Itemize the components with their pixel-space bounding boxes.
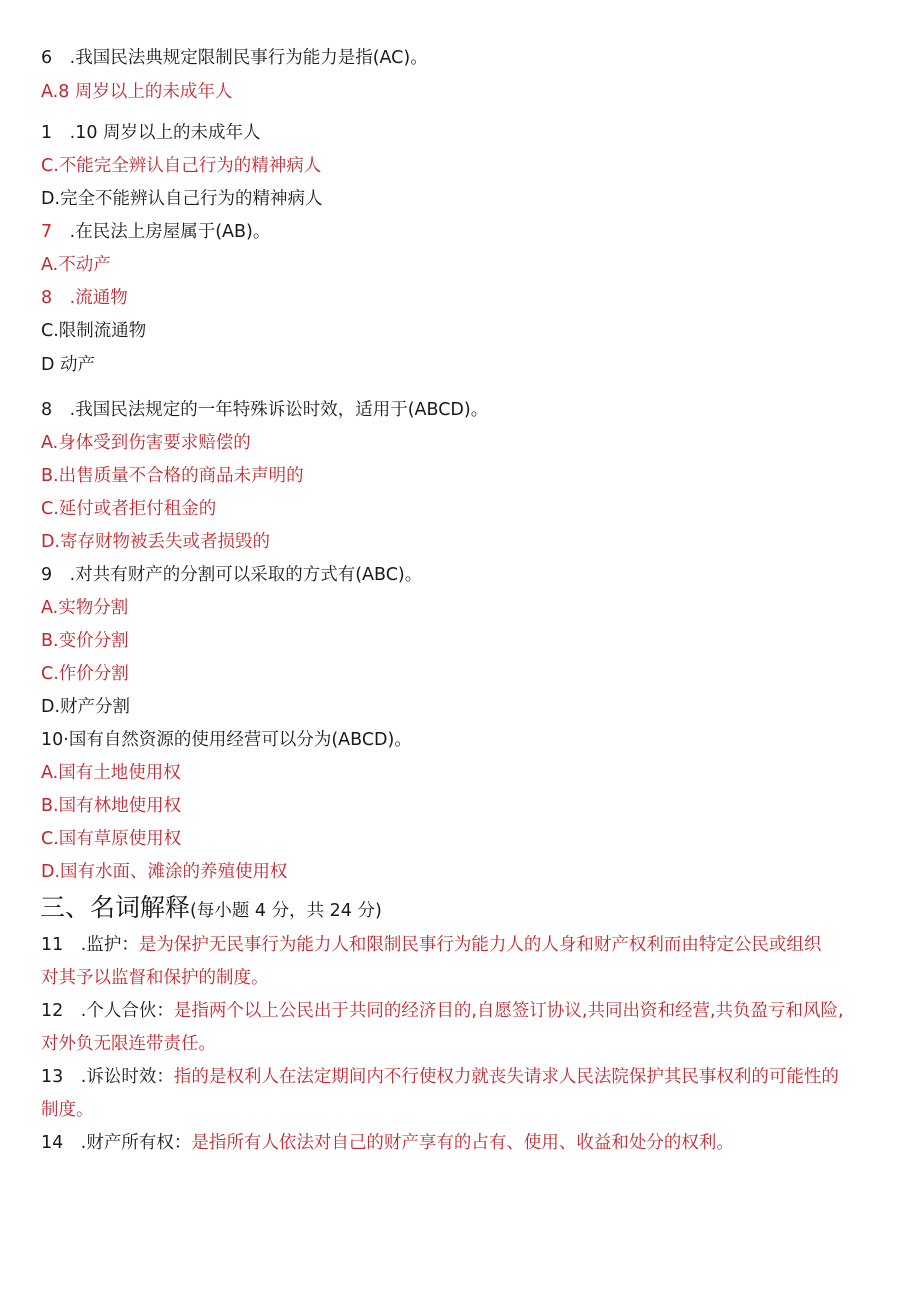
section-3-title: 三、名词解释: [40, 893, 191, 922]
question-6-stem: 6 .我国民法典规定限制民事行为能力是指(AC)。: [41, 48, 428, 68]
question-7-option-c: C.限制流通物: [41, 321, 147, 341]
question-7-text: .在民法上房屋属于(AB)。: [52, 222, 271, 242]
question-10-option-a: A.国有土地使用权: [41, 763, 181, 783]
question-10-stem: 10·国有自然资源的使用经营可以分为(ABCD)。: [41, 730, 412, 750]
term-11-definition-cont: 对其予以监督和保护的制度。: [41, 968, 269, 988]
section-3-heading: [40, 892, 382, 927]
question-8-option-d: D.寄存财物被丢失或者损毁的: [41, 532, 271, 552]
term-14-definition: 是指所有人依法对自己的财产享有的占有、使用、收益和处分的权利。: [191, 1133, 734, 1153]
question-6-option-c: C.不能完全辨认自己行为的精神病人: [41, 156, 322, 176]
term-11-definition: 是为保护无民事行为能力人和限制民事行为能力人的人身和财产权利而由特定公民或组织: [138, 935, 822, 955]
question-7-option-b: 8 .流通物: [41, 288, 128, 308]
question-9-option-d: D.财产分割: [41, 697, 131, 717]
question-8-option-c: C.延付或者拒付租金的: [41, 499, 217, 519]
section-3-note: (每小题 4 分，共 24 分): [190, 901, 382, 921]
term-13-label: 13 .诉讼时效：: [41, 1067, 174, 1087]
term-11: [41, 933, 821, 957]
question-8-stem: 8 .我国民法规定的一年特殊诉讼时效，适用于(ABCD)。: [41, 400, 489, 420]
term-12-definition-cont: 对外负无限连带责任。: [41, 1034, 216, 1054]
question-6-option-d: D.完全不能辨认自己行为的精神病人: [41, 189, 323, 209]
question-6-option-b: 1 .10 周岁以上的未成年人: [41, 123, 261, 143]
question-7-option-a: A.不动产: [41, 255, 111, 275]
question-7-option-d: D 动产: [41, 355, 96, 375]
question-9-option-b: B.变价分割: [41, 631, 129, 651]
question-10-option-b: B.国有林地使用权: [41, 796, 182, 816]
question-7-number: 7: [41, 222, 53, 242]
question-8-option-a: A.身体受到伤害要求赔偿的: [41, 433, 251, 453]
term-13: [41, 1065, 839, 1089]
term-14: [41, 1131, 734, 1155]
question-9-option-c: C.作价分割: [41, 664, 129, 684]
term-14-label: 14 .财产所有权：: [41, 1133, 192, 1153]
question-7-stem: [41, 220, 270, 244]
question-9-option-a: A.实物分割: [41, 598, 129, 618]
question-9-stem: 9 .对共有财产的分割可以采取的方式有(ABC)。: [41, 565, 423, 585]
question-10-option-d: D.国有水面、滩涂的养殖使用权: [41, 862, 288, 882]
term-13-definition: 指的是权利人在法定期间内不行使权力就丧失请求人民法院保护其民事权利的可能性的: [173, 1067, 839, 1087]
term-12: [41, 999, 844, 1023]
question-6-option-a: A.8 周岁以上的未成年人: [41, 82, 233, 102]
term-11-label: 11 .监护：: [41, 935, 139, 955]
question-10-option-c: C.国有草原使用权: [41, 829, 182, 849]
term-12-definition: 是指两个以上公民出于共同的经济目的,自愿签订协议,共同出资和经营,共负盈亏和风险,: [173, 1001, 844, 1021]
term-12-label: 12 .个人合伙：: [41, 1001, 174, 1021]
question-8-option-b: B.出售质量不合格的商品未声明的: [41, 466, 304, 486]
term-13-definition-cont: 制度。: [41, 1100, 94, 1120]
